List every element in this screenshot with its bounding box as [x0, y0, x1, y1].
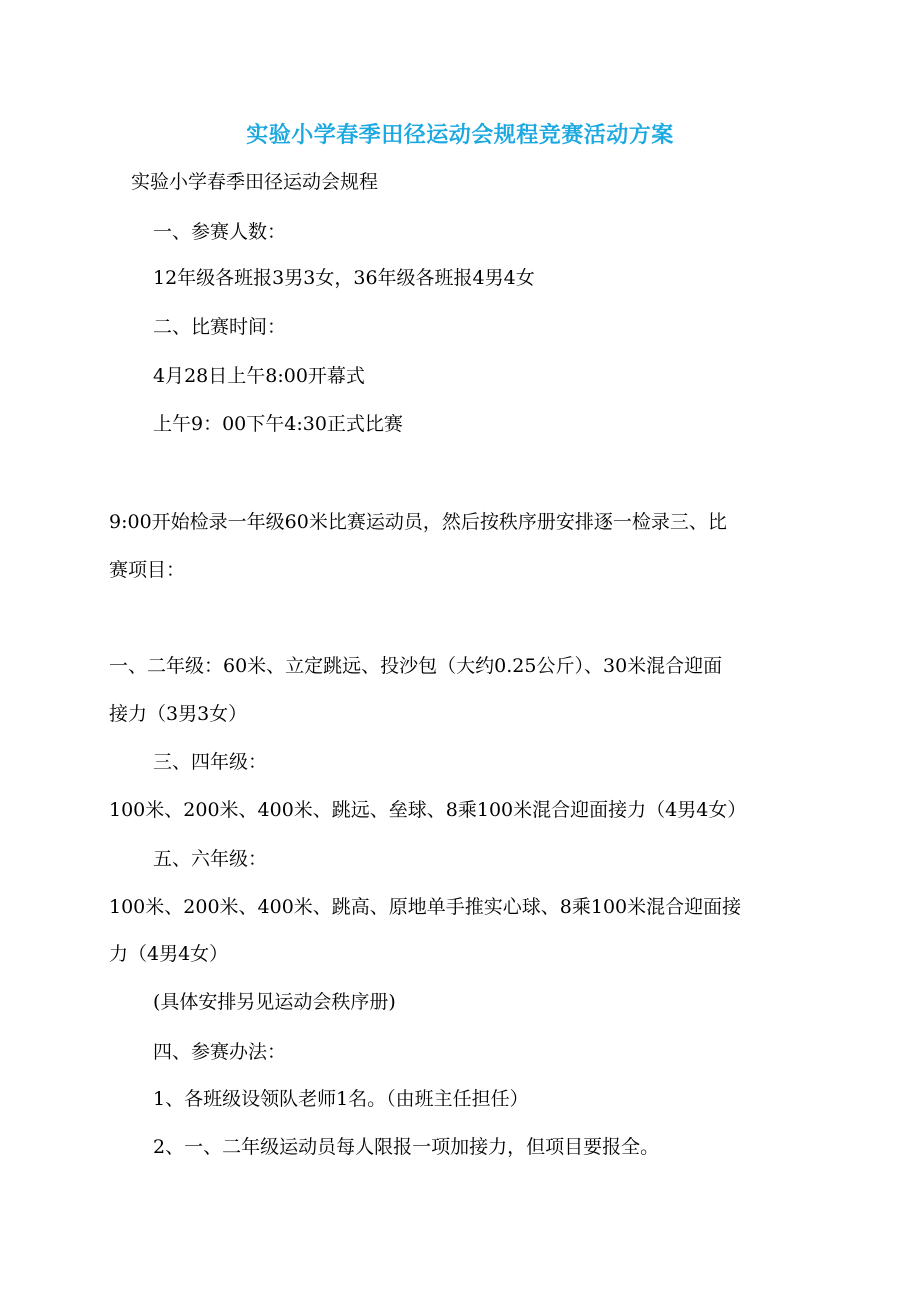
paragraph-line: 一、二年级：60米、立定跳远、投沙包（大约0.25公斤）、30米混合迎面	[109, 655, 723, 677]
paragraph-line: 100米、200米、400米、跳远、垒球、8乘100米混合迎面接力（4男4女）	[109, 799, 747, 821]
section-heading-method: 四、参赛办法：	[153, 1041, 287, 1063]
section-heading-grade: 三、四年级：	[153, 751, 268, 773]
paragraph-line: (具体安排另见运动会秩序册)	[153, 991, 396, 1013]
paragraph-line: 100米、200米、400米、跳高、原地单手推实心球、8乘100米混合迎面接	[109, 896, 742, 918]
section-heading-grade: 五、六年级：	[153, 848, 268, 870]
paragraph-line: 12年级各班报3男3女，36年级各班报4男4女	[153, 267, 535, 289]
paragraph-line: 1、各班级设领队老师1名。（由班主任担任）	[153, 1088, 529, 1110]
section-heading-time: 二、比赛时间：	[153, 316, 287, 338]
paragraph-line: 4月28日上午8:00开幕式	[153, 365, 365, 387]
paragraph-line: 赛项目：	[109, 559, 186, 581]
subtitle-line: 实验小学春季田径运动会规程	[131, 171, 379, 193]
document-title: 实验小学春季田径运动会规程竞赛活动方案	[246, 122, 674, 148]
section-heading-participants: 一、参赛人数：	[153, 221, 287, 243]
paragraph-line: 2、一、二年级运动员每人限报一项加接力，但项目要报全。	[153, 1136, 660, 1158]
paragraph-line: 上午9：00下午4:30正式比赛	[153, 413, 403, 435]
paragraph-line: 力（4男4女）	[109, 943, 229, 965]
paragraph-line: 9:00开始检录一年级60米比赛运动员，然后按秩序册安排逐一检录三、比	[109, 511, 727, 533]
paragraph-line: 接力（3男3女）	[109, 703, 248, 725]
